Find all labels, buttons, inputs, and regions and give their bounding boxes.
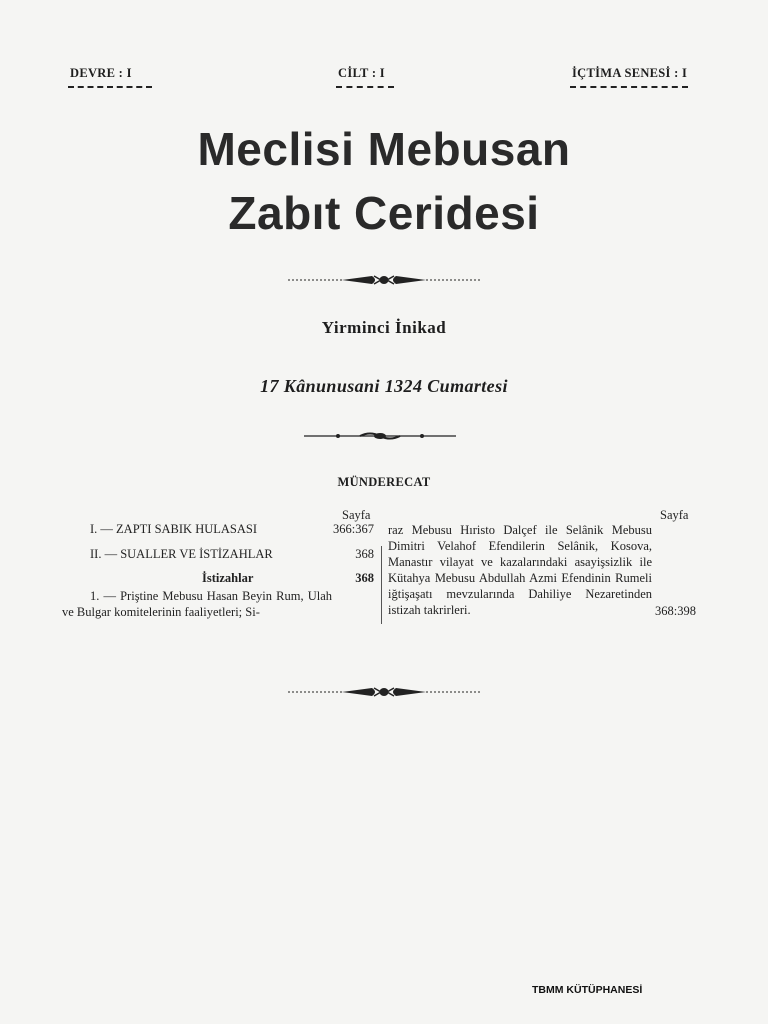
contents-entry-continued (388, 522, 652, 618)
header-cilt-rule (336, 86, 394, 88)
contents-item-page: 368 (355, 547, 374, 561)
contents-entry-continued-text: raz Mebusu Hıristo Dalçef ile Selânik Mebusu Dimitri Velahof Efendilerin Selânik, Kosova, Manastır vilayat ve kazalarındaki asayişsizlik ile Kütahya Mebusu Abdullah Azmi Efendinin Rumeli iğtişaşatı mevzularında Dahiliye Nezaretinden istizah takrirleri. (388, 523, 652, 617)
header-devre-rule (68, 86, 152, 88)
contents-item-label: II. — SUALLER VE İSTİZAHLAR (90, 547, 273, 561)
ornament-divider-top (284, 270, 484, 290)
ornament-divider-middle (300, 428, 460, 444)
contents-subsection-label: İstizahlar (202, 571, 254, 585)
title-line-2: Zabıt Ceridesi (228, 187, 540, 239)
session-title: Yirminci İnikad (321, 318, 447, 337)
contents-heading: MÜNDERECAT (337, 475, 431, 489)
contents-page-label-left: Sayfa (342, 508, 371, 522)
contents-entry-start: 1. — Priştine Mebusu Hasan Beyin Rum, Ulah ve Bulgar komitelerinin faaliyetleri; Si- (62, 589, 332, 619)
column-divider (381, 546, 382, 624)
contents-page-label-right: Sayfa (660, 508, 689, 522)
header-ictima: İÇTİMA SENESİ : I (572, 66, 688, 80)
contents-item-page: 366:367 (333, 522, 374, 536)
contents-entry-pages: 368:398 (636, 604, 696, 619)
session-date: 17 Kânunusani 1324 Cumartesi (260, 376, 508, 396)
contents-subsection-page: 368 (355, 571, 374, 585)
title-line-1: Meclisi Mebusan (197, 123, 571, 175)
header-ictima-rule (570, 86, 688, 88)
ornament-divider-bottom (284, 682, 484, 702)
footer-library-stamp: TBMM KÜTÜPHANESİ (532, 984, 643, 996)
contents-item-label: I. — ZAPTI SABIK HULASASI (90, 522, 258, 536)
header-devre: DEVRE : I (70, 66, 132, 80)
header-cilt: CİLT : I (338, 66, 385, 80)
